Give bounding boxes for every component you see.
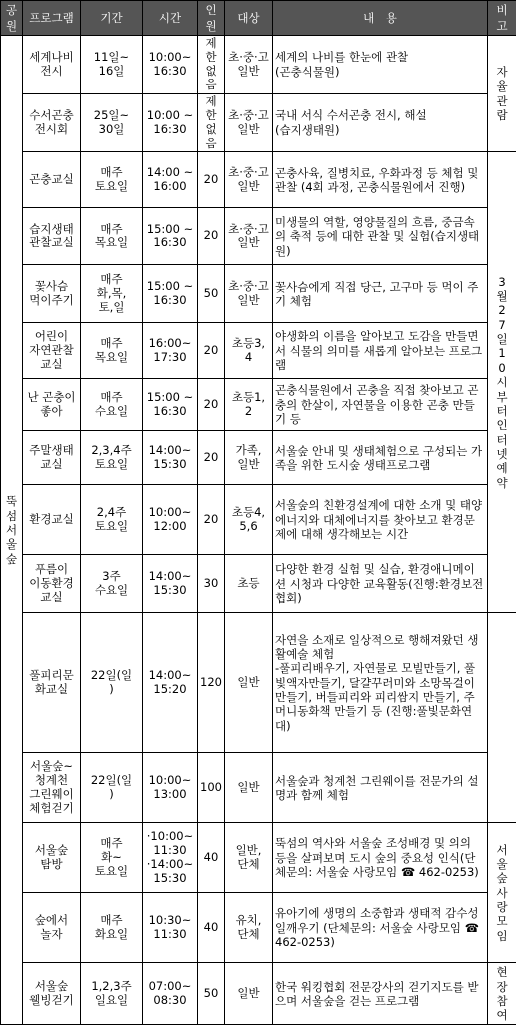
people-cell: 제한 없음 — [198, 36, 225, 94]
target-cell: 유치, 단체 — [225, 893, 273, 963]
people-cell: 40 — [198, 823, 225, 893]
period-cell: 22일(일 ) — [81, 613, 143, 753]
target-cell: 일반 — [225, 613, 273, 753]
table-row — [1, 379, 516, 431]
people-cell: 20 — [198, 323, 225, 379]
program-cell: 어린이 자연관찰 교실 — [23, 323, 81, 379]
target-cell: 일반 — [225, 753, 273, 823]
people-cell: 30 — [198, 555, 225, 613]
target-cell: 초·중·고 일반 — [225, 94, 273, 152]
time-cell: 16:00~ 17:30 — [143, 323, 198, 379]
target-cell: 일반, 단체 — [225, 823, 273, 893]
table-row — [1, 485, 516, 555]
table-row — [1, 823, 516, 893]
table-row — [1, 555, 516, 613]
header-program: 프로그램 — [23, 1, 81, 36]
time-cell: 14:00 ~ 16:00 — [143, 152, 198, 208]
people-cell: 20 — [198, 208, 225, 265]
table-row — [1, 36, 516, 94]
period-cell: 25일~ 30일 — [81, 94, 143, 152]
people-cell: 20 — [198, 379, 225, 431]
table-row — [1, 753, 516, 823]
header-target: 대상 — [225, 1, 273, 36]
period-cell: 매주 화~ 토요일 — [81, 823, 143, 893]
target-cell: 일반 — [225, 963, 273, 1025]
people-cell: 20 — [198, 152, 225, 208]
target-cell: 초등1, 2 — [225, 379, 273, 431]
target-cell: 초·중·고 일반 — [225, 265, 273, 323]
content-cell: 국내 서식 수서곤충 전시, 해설 (습지생태원) — [273, 94, 488, 152]
note-cell-empty — [488, 613, 516, 823]
target-cell: 초·중·고 일반 — [225, 152, 273, 208]
note-cell: 서울숲사랑모임 — [488, 823, 516, 963]
people-cell: 제한 없음 — [198, 94, 225, 152]
content-cell: 곤충식물원에서 곤충을 직접 찾아보고 곤충의 한살이, 자연물을 이용한 곤충 만들기 등 — [273, 379, 488, 431]
time-cell: 14:00~ 15:30 — [143, 555, 198, 613]
content-cell: 유아기에 생명의 소중함과 생태적 감수성 일깨우기 (단체문의: 서울숲 사랑모임 ☎ 462-0253) — [273, 893, 488, 963]
content-cell: 뚝섬의 역사와 서울숲 조성배경 및 의의 등을 살펴보며 도시 숲의 중요성 인식(단체문의: 서울숲 사랑모임 ☎ 462-0253) — [273, 823, 488, 893]
content-cell: 다양한 환경 실험 및 실습, 환경애니메이션 시청과 다양한 교육활동(진행:환경보전협회) — [273, 555, 488, 613]
program-cell: 주말생태 교실 — [23, 431, 81, 485]
time-cell: 15:00 ~ 16:30 — [143, 265, 198, 323]
content-cell: 곤충사육, 질병치료, 우화과정 등 체험 및 관찰 (4회 과정, 곤충식물원에서 진행) — [273, 152, 488, 208]
content-cell: 야생화의 이름을 알아보고 도감을 만들면서 식물의 의미를 새롭게 알아보는 프로그램 — [273, 323, 488, 379]
header-people: 인원 — [198, 1, 225, 36]
people-cell: 120 — [198, 613, 225, 753]
period-cell: 2,4주 토요일 — [81, 485, 143, 555]
time-cell: ·10:00~ 11:30 ·14:00~ 15:30 — [143, 823, 198, 893]
program-cell: 세계나비 전시 — [23, 36, 81, 94]
period-cell: 매주 화요일 — [81, 893, 143, 963]
header-content: 내 용 — [273, 1, 488, 36]
note-cell: 3월27일10시부터인터넷예약 — [488, 152, 516, 613]
content-cell: 서울숲의 친환경설계에 대한 소개 및 태양에너지와 대체에너지를 찾아보고 환경문제에 대해 생각해보는 시간 — [273, 485, 488, 555]
table-row — [1, 431, 516, 485]
period-cell: 22일(일 ) — [81, 753, 143, 823]
time-cell: 10:00 ~ 16:30 — [143, 94, 198, 152]
period-cell: 매주 토요일 — [81, 152, 143, 208]
table-row — [1, 613, 516, 753]
table-row — [1, 963, 516, 1025]
content-cell: 미생물의 역할, 영양물질의 흐름, 중금속의 축적 등에 대한 관찰 및 실험(습지생태원) — [273, 208, 488, 265]
header-period: 기간 — [81, 1, 143, 36]
program-cell: 서울숲 웰빙걷기 — [23, 963, 81, 1025]
program-cell: 난 곤충이 좋아 — [23, 379, 81, 431]
time-cell: 07:00~ 08:30 — [143, 963, 198, 1025]
header-park: 공원 — [1, 1, 23, 36]
time-cell: 10:00~ 16:30 — [143, 36, 198, 94]
target-cell: 초·중·고 일반 — [225, 36, 273, 94]
program-cell: 풀피리문 화교실 — [23, 613, 81, 753]
target-cell: 초등 — [225, 555, 273, 613]
program-cell: 수서곤충 전시회 — [23, 94, 81, 152]
target-cell: 초·중·고 일반 — [225, 208, 273, 265]
content-cell: 한국 워킹협회 전문강사의 걷기지도를 받으며 서울숲을 걷는 프로그램 — [273, 963, 488, 1025]
content-cell: 자연을 소재로 일상적으로 행해져왔던 생활예술 체험 -풀피리배우기, 자연물로 모빌만들기, 풀빛액자만들기, 달걀꾸러미와 소망목걸이만들기, 버들피리와 피리쌈지 만들기, 주머니동화책 만들기 등 (진행:풀빛문화연대) — [273, 613, 488, 753]
people-cell: 40 — [198, 893, 225, 963]
period-cell: 3주 수요일 — [81, 555, 143, 613]
time-cell: 15:00 ~ 16:30 — [143, 379, 198, 431]
target-cell: 가족, 일반 — [225, 431, 273, 485]
time-cell: 14:00~ 15:30 — [143, 431, 198, 485]
program-cell: 서울숲~ 청계천 그린웨이 체험걷기 — [23, 753, 81, 823]
time-cell: 10:00~ 12:00 — [143, 485, 198, 555]
program-cell: 서울숲 탐방 — [23, 823, 81, 893]
time-cell: 10:30~ 11:30 — [143, 893, 198, 963]
target-cell: 초등3, 4 — [225, 323, 273, 379]
people-cell: 20 — [198, 485, 225, 555]
period-cell: 11일~ 16일 — [81, 36, 143, 94]
period-cell: 매주 화,목, 토,일 — [81, 265, 143, 323]
time-cell: 10:00~ 13:00 — [143, 753, 198, 823]
program-cell: 숲에서 놀자 — [23, 893, 81, 963]
target-cell: 초등4, 5,6 — [225, 485, 273, 555]
note-cell: 자율관람 — [488, 36, 516, 152]
program-cell: 꽃사슴 먹이주기 — [23, 265, 81, 323]
people-cell: 50 — [198, 265, 225, 323]
period-cell: 1,2,3주 일요일 — [81, 963, 143, 1025]
time-cell: 15:00 ~ 16:30 — [143, 208, 198, 265]
period-cell: 매주 목요일 — [81, 323, 143, 379]
program-cell: 곤충교실 — [23, 152, 81, 208]
people-cell: 100 — [198, 753, 225, 823]
note-cell: 현장참여 — [488, 963, 516, 1025]
program-cell: 습지생태 관찰교실 — [23, 208, 81, 265]
table-row — [1, 893, 516, 963]
table-row — [1, 152, 516, 208]
content-cell: 세계의 나비를 한눈에 관찰 (곤충식물원) — [273, 36, 488, 94]
period-cell: 2,3,4주 토요일 — [81, 431, 143, 485]
header-note: 비고 — [488, 1, 516, 36]
content-cell: 꽃사슴에게 직접 당근, 고구마 등 먹이 주기 체험 — [273, 265, 488, 323]
table-row — [1, 208, 516, 265]
program-cell: 환경교실 — [23, 485, 81, 555]
period-cell: 매주 목요일 — [81, 208, 143, 265]
people-cell: 50 — [198, 963, 225, 1025]
park-cell: 뚝섬 서울숲 — [1, 36, 23, 1025]
people-cell: 20 — [198, 431, 225, 485]
content-cell: 서울숲 안내 및 생태체험으로 구성되는 가족을 위한 도시숲 생태프로그램 — [273, 431, 488, 485]
header-row — [1, 1, 516, 36]
header-time: 시간 — [143, 1, 198, 36]
time-cell: 14:00~ 15:20 — [143, 613, 198, 753]
table-row — [1, 94, 516, 152]
content-cell: 서울숲과 청계천 그린웨이를 전문가의 설명과 함께 체험 — [273, 753, 488, 823]
table-row — [1, 265, 516, 323]
table-row — [1, 323, 516, 379]
program-cell: 푸름이 이동환경 교실 — [23, 555, 81, 613]
period-cell: 매주 수요일 — [81, 379, 143, 431]
